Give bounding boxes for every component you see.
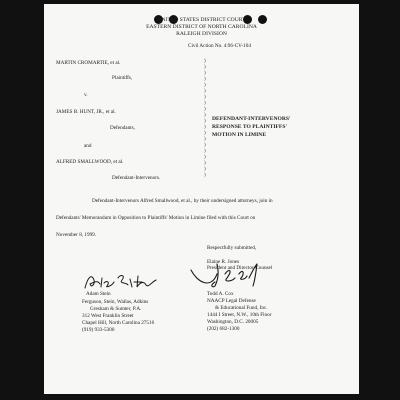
caption-plaintiff-role: Plaintiffs, (112, 75, 133, 81)
case-number: Civil Action No. 4:96-CV-104 (188, 43, 251, 49)
caption-defendant-role: Defendants, (110, 125, 135, 131)
signature-todd-cox (187, 260, 267, 290)
attorney-address: 1444 I Street, N.W., 10th Floor (207, 312, 272, 318)
court-division: RALEIGH DIVISION (176, 31, 227, 37)
closing-name: Elaine R. Jones (207, 259, 240, 265)
attorney-address: Washington, D.C. 20005 (207, 319, 259, 325)
body-text: Defendant-Intervenors Alfred Smallwood, et al., by their undersigned attorneys, join in (92, 198, 273, 204)
caption-plaintiff: MARTIN CROMARTIE, et al. (56, 60, 121, 66)
body-text: November 8, 1999. (56, 232, 97, 238)
attorney-org: & Educational Fund, Inc. (215, 305, 268, 311)
attorney-name-right: Todd A. Cox (207, 291, 234, 297)
signature-adam-stein (82, 270, 162, 292)
attorney-firm: Ferguson, Stein, Wallas, Adkins (82, 299, 149, 305)
document-title: RESPONSE TO PLAINTIFFS' (212, 124, 288, 130)
closing-title: President and Director-Counsel (207, 265, 273, 271)
attorney-name-left: Adam Stein (86, 291, 111, 297)
attorney-address: 312 West Franklin Street (82, 313, 134, 319)
attorney-address: Chapel Hill, North Carolina 27516 (82, 320, 155, 326)
caption-intervenor-role: Defendant-Intervenors. (112, 175, 161, 181)
attorney-phone: (202) 682-1300 (207, 326, 240, 332)
attorney-phone: (919) 933-5300 (82, 327, 115, 333)
attorney-firm: Gresham & Sumter, P.A. (90, 306, 142, 312)
document-page (44, 4, 359, 394)
caption-intervenor: ALFRED SMALLWOOD, et al. (56, 159, 124, 165)
caption-defendant: JAMES B. HUNT, JR., et al. (56, 109, 116, 115)
body-text: Defendants' Memorandum in Opposition to Plaintiffs' Motion in Limine filed with this Court on (56, 215, 256, 221)
caption-versus: v. (84, 92, 88, 98)
attorney-org: NAACP Legal Defense (207, 298, 256, 304)
caption-and: and (84, 143, 92, 149)
document-title: MOTION IN LIMINE (212, 132, 267, 138)
document-title: DEFENDANT-INTERVENORS' (212, 116, 291, 122)
closing-submitted: Respectfully submitted, (207, 245, 257, 251)
court-district: EASTERN DISTRICT OF NORTH CAROLINA (146, 24, 257, 30)
caption-bracket: ) ) ) ) ) ) ) ) ) ) ) ) ) ) ) ) ) ) ) ) (204, 59, 206, 178)
court-name: UNITED STATES DISTRICT COURT (157, 17, 246, 23)
